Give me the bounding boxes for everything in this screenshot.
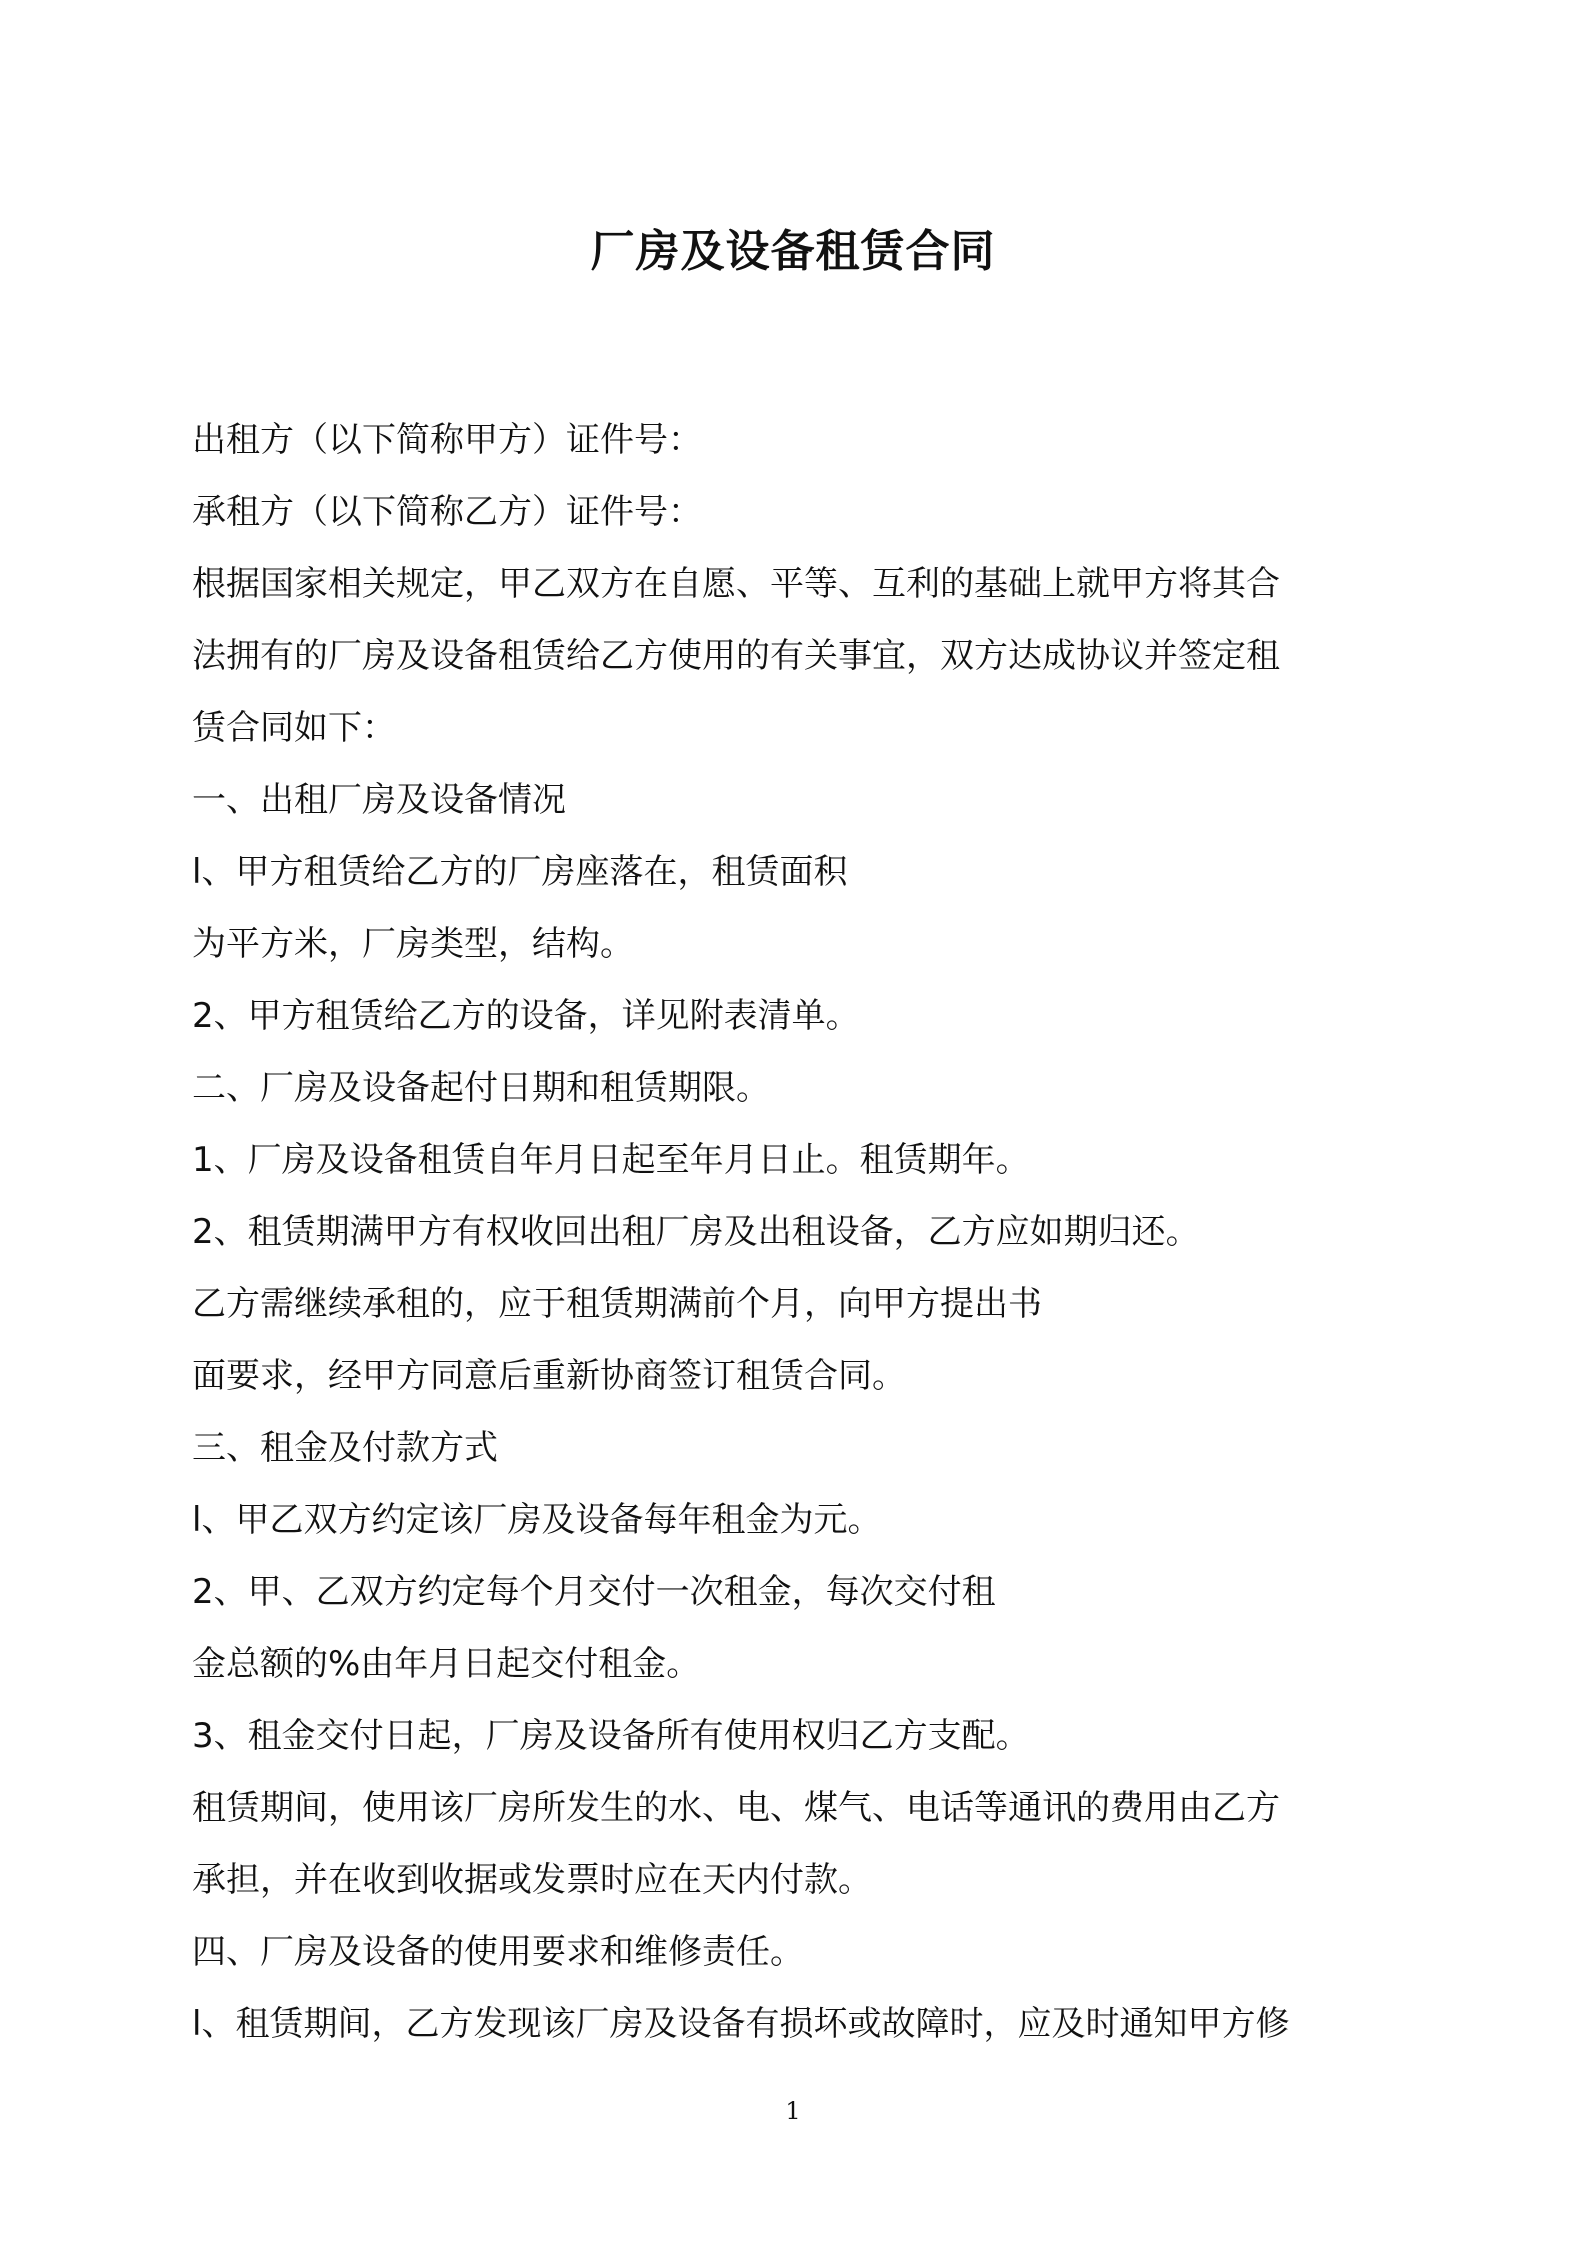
clause-line: 2、租赁期满甲方有权收回出租厂房及出租设备，乙方应如期归还。 bbox=[192, 1212, 1200, 1252]
contract-body bbox=[192, 404, 1412, 2060]
page-number: 1 bbox=[785, 2097, 801, 2125]
clause-line: 承担，并在收到收据或发票时应在天内付款。 bbox=[192, 1860, 872, 1900]
preamble-line: 根据国家相关规定，甲乙双方在自愿、平等、互利的基础上就甲方将其合 bbox=[192, 564, 1280, 604]
clause-line: l、甲方租赁给乙方的厂房座落在，租赁面积 bbox=[192, 852, 848, 892]
clause-line: 乙方需继续承租的，应于租赁期满前个月，向甲方提出书 bbox=[192, 1284, 1042, 1324]
clause-line: 2、甲、乙双方约定每个月交付一次租金，每次交付租 bbox=[192, 1572, 996, 1612]
clause-line: 2、甲方租赁给乙方的设备，详见附表清单。 bbox=[192, 996, 860, 1036]
preamble-line: 法拥有的厂房及设备租赁给乙方使用的有关事宜，双方达成协议并签定租 bbox=[192, 636, 1280, 676]
clause-line: 金总额的%由年月日起交付租金。 bbox=[192, 1644, 701, 1684]
clause-line: 3、租金交付日起，厂房及设备所有使用权归乙方支配。 bbox=[192, 1716, 1030, 1756]
document-title: 厂房及设备租赁合同 bbox=[590, 226, 996, 277]
lessor-id-line: 出租方（以下简称甲方）证件号： bbox=[192, 420, 702, 460]
clause-line: 租赁期间，使用该厂房所发生的水、电、煤气、电话等通讯的费用由乙方 bbox=[192, 1788, 1280, 1828]
section-heading: 四、厂房及设备的使用要求和维修责任。 bbox=[192, 1932, 804, 1972]
clause-line: 面要求，经甲方同意后重新协商签订租赁合同。 bbox=[192, 1356, 906, 1396]
section-heading: 二、厂房及设备起付日期和租赁期限。 bbox=[192, 1068, 770, 1108]
clause-line: l、租赁期间，乙方发现该厂房及设备有损坏或故障时，应及时通知甲方修 bbox=[192, 2004, 1290, 2044]
section-heading: 三、租金及付款方式 bbox=[192, 1428, 498, 1468]
lessee-id-line: 承租方（以下简称乙方）证件号： bbox=[192, 492, 702, 532]
clause-line: 1、厂房及设备租赁自年月日起至年月日止。租赁期年。 bbox=[192, 1140, 1030, 1180]
preamble-line: 赁合同如下： bbox=[192, 708, 396, 748]
section-heading: 一、出租厂房及设备情况 bbox=[192, 780, 566, 820]
clause-line: l、甲乙双方约定该厂房及设备每年租金为元。 bbox=[192, 1500, 882, 1540]
clause-line: 为平方米，厂房类型，结构。 bbox=[192, 924, 634, 964]
